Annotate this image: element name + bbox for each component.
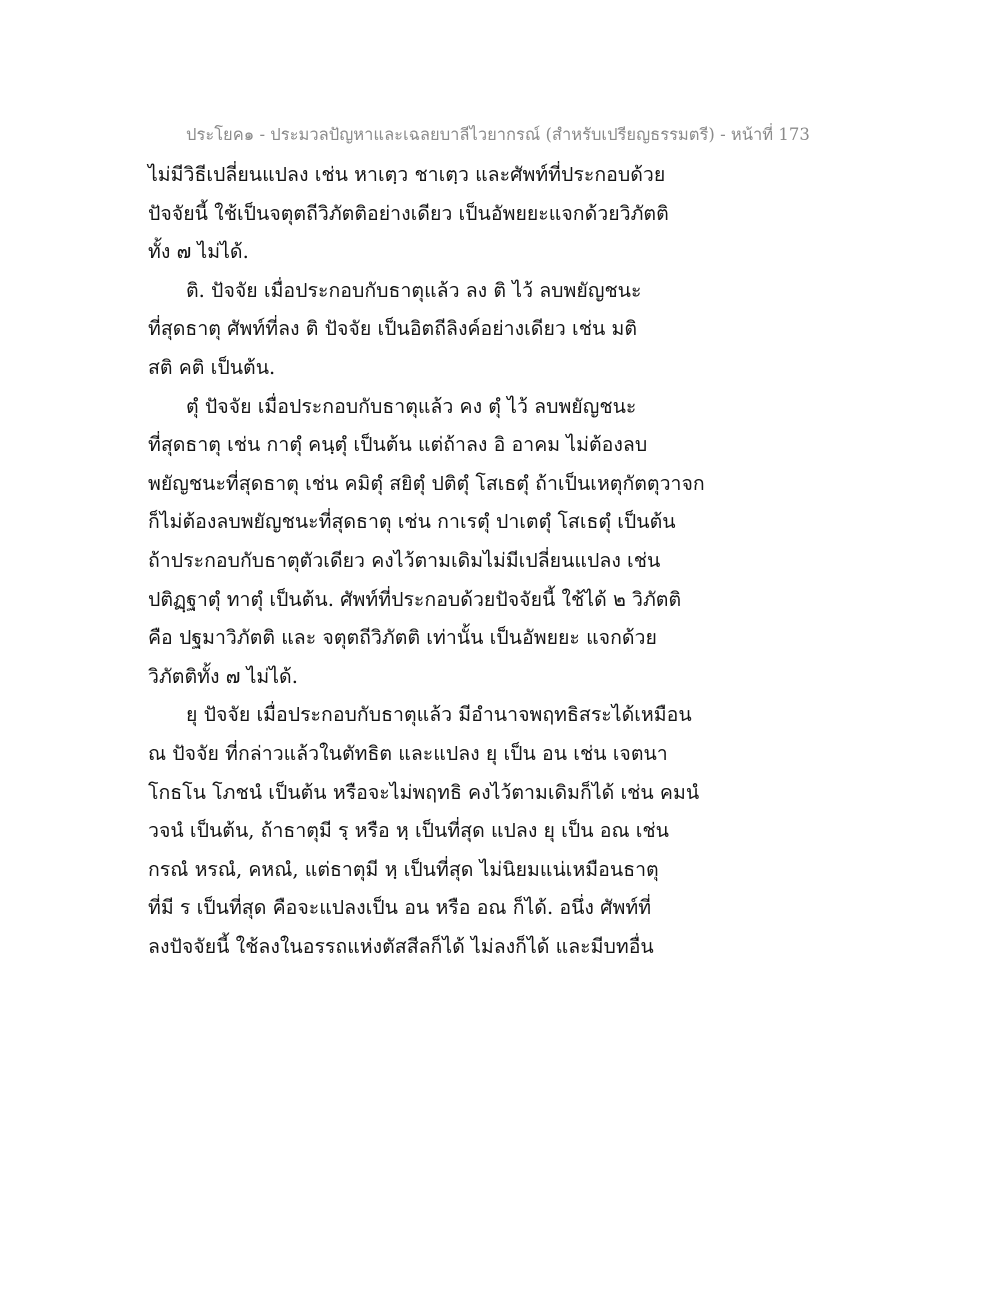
text-line: ไม่มีวิธีเปลี่ยนแปลง เช่น หาเตฺว ชาเตฺว และศัพท์ที่ประกอบด้วย	[148, 163, 666, 186]
text-line: ลงปัจจัยนี้ ใช้ลงในอรรถแห่งตัสสีลก็ได้ ไม่ลงก็ได้ และมีบทอื่น	[148, 934, 654, 958]
text-line: ถ้าประกอบกับธาตุตัวเดียว คงไว้ตามเดิมไม่มีเปลี่ยนแปลง เช่น	[148, 548, 661, 572]
paragraph-start-yu: ยุ ปัจจัย เมื่อประกอบกับธาตุแล้ว มีอำนาจพฤทธิสระได้เหมือน	[186, 703, 692, 727]
text-line: ปติฏฺฐาตุํ ทาตุํ เป็นต้น. ศัพท์ที่ประกอบด้วยปัจจัยนี้ ใช้ได้ ๒ วิภัตติ	[148, 587, 682, 611]
text-line: คือ ปฐมาวิภัตติ และ จตุตถีวิภัตติ เท่านั้น เป็นอัพยยะ แจกด้วย	[148, 626, 657, 650]
running-header: ประโยค๑ - ประมวลปัญหาและเฉลยบาลีไวยากรณ์ (สำหรับเปรียญธรรมตรี) - หน้าที่ 173	[186, 125, 810, 144]
text-line: สติ คติ เป็นต้น.	[148, 355, 276, 379]
text-line: พยัญชนะที่สุดธาตุ เช่น คมิตุํ สยิตุํ ปติตุํ โสเธตุํ ถ้าเป็นเหตุกัตตุวาจก	[148, 471, 705, 495]
text-line: กรณํ หรณํ, คหณํ, แต่ธาตุมี หฺ เป็นที่สุด ไม่นิยมแน่เหมือนธาตุ	[148, 857, 659, 881]
text-line: ที่สุดธาตุ เช่น กาตุํ คนฺตุํ เป็นต้น แต่ถ้าลง อิ อาคม ไม่ต้องลบ	[148, 433, 648, 457]
text-line: ณ ปัจจัย ที่กล่าวแล้วในตัทธิต และแปลง ยุ เป็น อน เช่น เจตนา	[148, 741, 668, 765]
text-line: วิภัตติทั้ง ๗ ไม่ได้.	[148, 664, 298, 688]
paragraph-start-ti: ติ. ปัจจัย เมื่อประกอบกับธาตุแล้ว ลง ติ ไว้ ลบพยัญชนะ	[186, 278, 642, 302]
text-line: ปัจจัยนี้ ใช้เป็นจตุตถีวิภัตติอย่างเดียว เป็นอัพยยะแจกด้วยวิภัตติ	[148, 201, 669, 225]
text-line: ก็ไม่ต้องลบพยัญชนะที่สุดธาตุ เช่น กาเรตุํ ปาเตตุํ โสเธตุํ เป็นต้น	[148, 510, 676, 534]
paragraph-start-tum: ตุํ ปัจจัย เมื่อประกอบกับธาตุแล้ว คง ตุํ ไว้ ลบพยัญชนะ	[186, 394, 637, 418]
text-line: ทั้ง ๗ ไม่ได้.	[148, 240, 249, 264]
text-line: ที่มี ร เป็นที่สุด คือจะแปลงเป็น อน หรือ อณ ก็ได้. อนึ่ง ศัพท์ที่	[148, 896, 652, 920]
text-line: ที่สุดธาตุ ศัพท์ที่ลง ติ ปัจจัย เป็นอิตถีลิงค์อย่างเดียว เช่น มติ	[148, 317, 637, 341]
body-text	[148, 156, 848, 966]
text-line: วจนํ เป็นต้น, ถ้าธาตุมี รฺ หรือ หฺ เป็นที่สุด แปลง ยุ เป็น อณ เช่น	[148, 819, 669, 843]
text-line: โกธโน โภชนํ เป็นต้น หรือจะไม่พฤทธิ คงไว้ตามเดิมก็ได้ เช่น คมนํ	[148, 780, 700, 804]
